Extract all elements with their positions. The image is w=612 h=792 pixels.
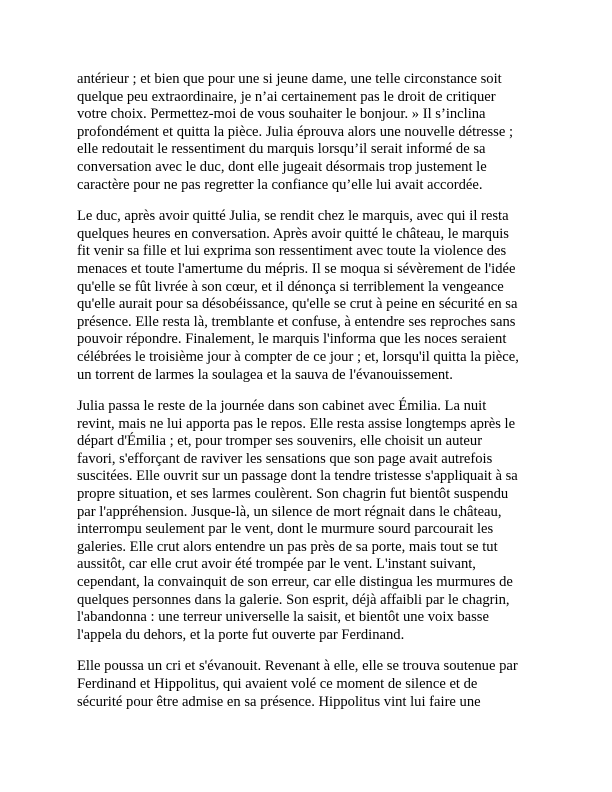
text-line: antérieur ; et bien que pour une si jeune dame, une telle circonstance soit (77, 71, 502, 87)
text-line: célébrées le troisième jour à compter de ce jour ; et, lorsqu'il quitta la pièce, (77, 348, 519, 365)
text-line: un torrent de larmes la soulagea et la sauva de l'évanouissement. (77, 366, 453, 383)
text-line: cependant, la convainquit de son erreur, car elle distingua les murmures de (77, 574, 513, 591)
text-line: pouvoir répondre. Finalement, le marquis l'informa que les noces seraient (77, 331, 507, 348)
text-line: sécurité pour être admise en sa présence. Hippolitus vint lui faire une (77, 693, 481, 710)
text-line: revint, mais ne lui apporta pas le repos. Elle resta assise longtemps après le (77, 415, 516, 432)
text-line: caractère pour ne pas regretter la confiance qu’elle lui avait accordée. (77, 176, 483, 193)
paragraph (77, 398, 539, 644)
text-line: l'appela du dehors, et la porte fut ouverte par Ferdinand. (77, 626, 405, 643)
text-line: présence. Elle resta là, tremblante et confuse, à entendre ses reproches sans (77, 313, 516, 330)
text-line: fit venir sa fille et lui exprima son ressentiment avec toute la violence des (77, 243, 507, 260)
text-line: aussitôt, car elle crut avoir été trompée par le vent. L'instant suivant, (77, 556, 476, 573)
text-line: quelques heures en conversation. Après avoir quitté le château, le marquis (77, 225, 509, 242)
text-line: favori, s'efforçant de raviver les sensations que son page avait autrefois (77, 450, 493, 467)
paragraph (77, 71, 539, 194)
text-line: elle redoutait le ressentiment du marquis lorsqu’il serait informé de sa (77, 141, 486, 158)
paragraph (77, 208, 539, 384)
text-line: par l'appréhension. Jusque-là, un silence de mort régnait dans le château, (77, 503, 502, 520)
text-line: propre situation, et ses larmes coulèrent. Son chagrin fut bientôt suspendu (77, 486, 509, 503)
text-line: interrompu seulement par le vent, dont le murmure sourd parcourait les (77, 521, 494, 538)
text-line: Elle poussa un cri et s'évanouit. Revenant à elle, elle se trouva soutenue par (77, 658, 518, 675)
text-line: galeries. Elle crut alors entendre un pas près de sa porte, mais tout se tut (77, 538, 498, 555)
text-line: suscitées. Elle ouvrit sur un passage dont la tendre tristesse s'appliquait à sa (77, 468, 518, 485)
text-line: qu'elle se fût livrée à son cœur, et il dénonça si terriblement la vengeance (77, 278, 504, 295)
text-line: départ d'Émilia ; et, pour tromper ses souvenirs, elle choisit un auteur (77, 433, 483, 450)
text-line: menaces et toute l'amertume du mépris. Il se moqua si sévèrement de l'idée (77, 260, 516, 277)
text-line: Le duc, après avoir quitté Julia, se rendit chez le marquis, avec qui il resta (77, 208, 509, 225)
text-line: qu'elle aurait pour sa désobéissance, qu'elle se crut à peine en sécurité en sa (77, 296, 518, 313)
text-line: quelque peu extraordinaire, je n’ai certainement pas le droit de critiquer (77, 88, 496, 105)
paragraph (77, 658, 539, 711)
text-line: votre choix. Permettez-moi de vous souhaiter le bonjour. » Il s’inclina (77, 106, 486, 123)
document-body (77, 71, 539, 725)
text-line: Ferdinand et Hippolitus, qui avaient volé ce moment de silence et de (77, 676, 478, 692)
text-line: profondément et quitta la pièce. Julia éprouva alors une nouvelle détresse ; (77, 123, 514, 140)
text-line: l'abandonna : une terreur universelle la saisit, et bientôt une voix basse (77, 609, 489, 626)
text-line: conversation avec le duc, dont elle jugeait désormais trop justement le (77, 158, 487, 175)
text-line: Julia passa le reste de la journée dans son cabinet avec Émilia. La nuit (77, 398, 487, 415)
text-line: quelques personnes dans la galerie. Son esprit, déjà affaibli par le chagrin, (77, 591, 510, 608)
